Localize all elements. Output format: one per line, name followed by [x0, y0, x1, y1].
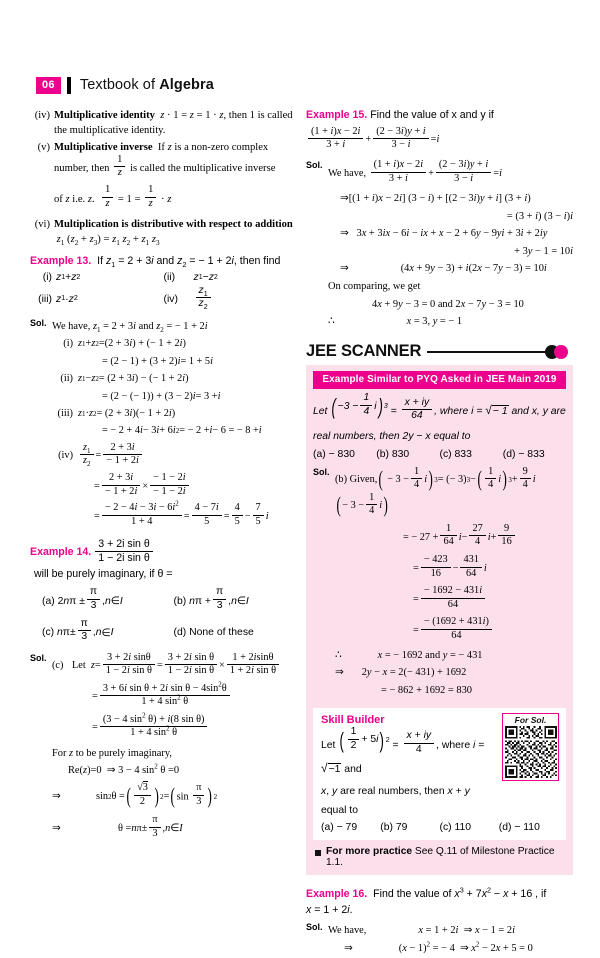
property-item-vi: [30, 217, 297, 247]
skill-builder-options: [321, 822, 558, 833]
page-title-subject: Algebra: [159, 77, 214, 93]
example-14-sol-line-5: Re(z)=0 ⇒ 3 − 4 $\sin^2 \theta =0$: [68, 762, 180, 777]
example-14-option-c: (c) n π± $\frac{\pi}{3}$ , n ∈ I: [42, 617, 114, 643]
example-13-options-row-2: [30, 286, 297, 312]
property-item-v: [30, 140, 297, 213]
skill-builder-question: Let ( $\frac{1}{2}$ + 5 i ) 2 = $\frac{x + iy}{4}$ , where i = √−1 and x, y are real numbers, then x + y equal to: [321, 726, 485, 816]
example-14-label: Example 14.: [30, 546, 92, 559]
jee-scanner-sol-line-3: = $\frac{- 423}{16}$ − $\frac{431}{64}$ i: [413, 554, 487, 579]
example-16-sol-intro: We have,: [328, 925, 367, 937]
example-15-heading: [306, 108, 573, 123]
example-15-sol-line-4: ⇒ 3x + 3ix − 6i − ix + x − 2 + 6y − 9yi + 3i + 2iy: [340, 228, 548, 240]
skill-builder-option-a: (a) − 79: [321, 822, 358, 834]
example-13-step-iii: (iii) z 1 · z 2 = (2 + 3 i )(− 1 + 2 i ): [57, 408, 176, 419]
property-numeral-vi: (vi): [34, 218, 50, 230]
jee-scanner-sol-line-7: ⇒ 2y − x = 2(− 431) + 1692: [335, 667, 467, 679]
property-numeral-iv: (iv): [34, 110, 50, 121]
example-13-options-row-1: [30, 272, 297, 283]
jee-scanner-rule: [427, 351, 546, 353]
jee-scanner-banner: Example Similar to PYQ Asked in JEE Main 2019: [313, 371, 566, 389]
example-13-step-i: (i) z 1 + z 2 =(2 + 3 i ) + (− 1 + 2 i ): [63, 338, 186, 350]
example-13-option-ii: (ii) z 1 − z 2: [163, 272, 218, 284]
example-14-options-row-1: [30, 588, 297, 614]
jee-scanner-option-c: (c) 833: [439, 448, 472, 460]
jee-scanner-section: [306, 342, 573, 876]
example-14-sol-line-6: ⇒ sin 2 θ = ( $\frac{√3}{2}$ ) 2 = ( sin $\frac{\pi}{3}$ ) 2: [52, 782, 218, 808]
example-14-fraction-numerator: 3 + 2i sin θ: [95, 538, 153, 552]
example-15-solution: [306, 159, 573, 331]
example-15-sol-line-8: 4x + 9y − 3 = 0 and 2x − 7y − 3 = 10: [372, 298, 524, 310]
example-13-option-iii: (iii) z 1 · z 2: [38, 293, 78, 305]
example-13-heading: [30, 254, 297, 269]
property-numeral-v: (v): [37, 142, 50, 154]
jee-scanner-sol-body: [335, 466, 566, 701]
example-13-label: Example 13.: [30, 254, 92, 267]
jee-scanner-question: Let ( −3 − $\frac{1}{4}$ i ) 3 = $\frac{x + iy}{64}$ , where i = √− 1 and x, y are real numbers, then 2y − x equal to: [313, 392, 566, 442]
example-13-step-iii-cont: = − 2 + 4 i − 3 i + 6 i 2 = − 2 + i − 6 = − 8 + i: [102, 425, 262, 437]
example-14-options-row-2: [30, 619, 297, 645]
example-13-option-iv: (iv) $\frac{z_1}{z_2}$: [164, 286, 298, 312]
page-title: [80, 77, 214, 93]
example-13-option-i: (i) z 1 + z 2: [42, 272, 81, 284]
jee-scanner-options: [313, 449, 566, 460]
example-13-step-ii-cont: = (2 − (− 1)) + (3 − 2) i = 3 + i: [102, 390, 221, 402]
example-13-sol-body: [52, 317, 297, 532]
skill-builder-option-d: (d) − 110: [498, 822, 540, 834]
example-16-sol-tag: Sol.: [306, 922, 323, 933]
example-14-statement-tail: will be purely imaginary, if θ =: [34, 568, 173, 581]
qr-code-box[interactable]: [502, 713, 559, 782]
bullet-square-icon: [315, 850, 321, 856]
example-14-sol-line-4: For z to be purely imaginary,: [52, 747, 172, 759]
page-number-badge: 06: [36, 77, 61, 94]
example-15-sol-line-2: ⇒[(1 + i)x − 2i] (3 − i) + [(2 − 3i)y + i] (3 + i): [340, 193, 531, 205]
jee-scanner-sol-line-2: = − 27 + $\frac{1}{64}$ i − $\frac{27}{4}$ i + $\frac{9}{16}$: [335, 524, 566, 550]
property-lead-iv: Multiplicative identity: [54, 110, 155, 121]
jee-scanner-header: [306, 342, 573, 362]
left-column: [30, 108, 297, 843]
example-14-fraction: [95, 538, 153, 565]
magenta-dot-icon: [554, 345, 568, 359]
jee-scanner-sol-line-4: = $\frac{- 1692 - 431i}{64}$: [335, 587, 566, 613]
jee-scanner-sol-line-5: = $\frac{- (1692 + 431i)}{64}$: [335, 618, 566, 644]
example-15-sol-body: [328, 159, 573, 331]
property-body-vi: Multiplication is distributive with respect to addition $z_1$ $(z_2 + z_3) = z_1$ $z_2 + z_1$ $z_3$: [54, 218, 293, 247]
example-13-solution: [30, 317, 297, 532]
example-15-sol-intro: We have,: [328, 168, 367, 180]
example-14-heading: [30, 539, 297, 583]
example-15-statement: Find the value of x and y if: [370, 109, 494, 121]
jee-scanner-solution: [313, 466, 566, 701]
example-15-sol-line-6: ⇒ (4x + 9y − 3) + i(2x − 7y − 3) = 10i: [340, 263, 547, 275]
example-13-sol-tag: Sol.: [30, 317, 47, 328]
example-13-step-i-cont: = (2 − 1) + (3 + 2) i = 1 + 5 i: [102, 355, 213, 367]
example-14-solution: [30, 652, 297, 844]
example-16-sol-line-2: ⇒ $(x - 1)^2$ = − 4 ⇒ $x^2 - 2x + 5 = 0$: [344, 940, 533, 954]
example-16-statement-line2: x = 1 + 2i.: [306, 903, 353, 916]
example-13-step-iv-cont-1: = $\frac{2 + 3i}{- 1 + 2i}$ × $\frac{- 1 - 2i}{- 1 - 2i}$: [52, 474, 297, 500]
more-practice-text: See Q.11 of Milestone Practice 1.1.: [326, 846, 555, 869]
jee-scanner-sol-line-1: (b) Given, ( − 3 − $\frac{1}{4}$ i ) 3 = (− 3) 3 − ( $\frac{1}{4}$ i ) 3 + $\frac{9}{4}$ i ( − 3 − $\frac{1}{4}$ i ): [335, 465, 536, 518]
qr-code-icon[interactable]: [505, 726, 557, 778]
example-16-heading: [306, 887, 573, 918]
example-14-sol-line-1: (c) Let z = $\frac{\text{3 + 2i sinθ}}{\text{1 − 2i sin θ}}$ = $\frac{\text{3 + 2i sin θ}}{\text{1 − 2i sin θ}}$ × $\frac{1 + 2isin\theta}{\text{1 + 2i sin θ}}$: [52, 653, 297, 679]
property-body-iv: Multiplicative identity z · 1 = z = 1 · z, then 1 is called the multiplicative identity.: [54, 110, 293, 137]
example-15-sol-line-7: On comparing, we get: [328, 281, 421, 293]
example-13-statement: If $z_1 = 2 + 3i$ and $z_2$ = − 1 + 2i, then find: [94, 254, 281, 269]
example-15-sol-line-1: We have, $\frac{(1 + i)x - 2i}{3 + i}$ + $\frac{(2 - 3i)y + i}{3 - i}$ = i: [328, 159, 502, 184]
jee-scanner-option-d: (d) − 833: [502, 448, 545, 460]
more-practice-note: [313, 846, 566, 868]
skill-builder-option-b: (b) 79: [380, 822, 408, 834]
example-14-sol-line-3: = $\frac{(3 - 4 \sin^2 \theta) + i(8 \sin \theta)}{1 + 4 \sin^2 \theta}$: [52, 715, 297, 741]
property-body-v: Multiplicative inverse If z is a non-zero complex number, then $\frac{1}{z}$ is called the multiplicative inverse of z i.e. z. $\frac{1}{z}$ = 1 = $\frac{1}{z}$ · z: [54, 142, 276, 210]
example-14-sol-line-2: = $\frac{3 + 6i \sin \theta + 2i \sin \theta - 4\sin^2\theta}{1 + 4 \sin^2 \theta}$: [52, 684, 297, 710]
example-14-option-a: (a) 2 n π ± $\frac{\pi}{3}$ , n ∈ I: [42, 586, 123, 612]
example-14-option-d: (d) None of these: [173, 627, 254, 639]
example-16-sol-line-1: We have, x = 1 + 2i ⇒ x − 1 = 2i: [328, 925, 515, 937]
page-header: [36, 76, 214, 94]
right-column: [306, 108, 573, 958]
example-16-statement: Find the value of $x^3 + 7x^2 - x + 16$ , if x = 1 + 2i.: [306, 888, 573, 918]
jee-scanner-sol-line-6: ∴ x = − 1692 and y = − 431: [335, 649, 483, 661]
example-15-sol-tag: Sol.: [306, 160, 323, 171]
property-lead-v: Multiplicative inverse: [54, 142, 153, 154]
example-14-sol-line-7: ⇒ θ = n π± $\frac{\pi}{3}$ , n ∈ I: [52, 814, 183, 839]
example-13-step-ii: (ii) z 1 − z 2 = (2 + 3 i ) − (− 1 + 2 i ): [60, 373, 189, 385]
example-13-step-iv: (iv) $\frac{z_1}{z_2}$ = $\frac{2 + 3i}{- 1 + 2i}$: [52, 443, 297, 469]
qr-code-label: For Sol.: [514, 714, 547, 725]
example-16-sol-body: [328, 921, 573, 958]
example-15-label: Example 15.: [306, 109, 368, 121]
example-13-step-iv-cont-2: = $\frac{- 2 - 4i - 3i - 6i^2}{1 + 4}$ = $\frac{4 - 7i}{5}$ = $\frac{4}{5}$ − $\frac{7}{5}$ i: [94, 499, 269, 527]
example-14-fraction-denominator: 1 − 2i sin θ: [98, 551, 150, 564]
jee-scanner-option-b: (b) 830: [376, 448, 410, 460]
example-15-sol-line-3: = (3 + i) (3 − i)i: [506, 210, 573, 222]
example-14-answer-key: (c): [52, 660, 64, 672]
jee-scanner-sol-lead: Given,: [349, 474, 378, 486]
jee-scanner-sol-line-8: = − 862 + 1692 = 830: [381, 685, 472, 697]
jee-scanner-title: JEE SCANNER: [306, 342, 422, 361]
example-13-sol-intro: We have, $z_1 = 2 + 3i$ and $z_2$ = − 1 + 2i: [52, 320, 208, 334]
example-14-sol-tag: Sol.: [30, 652, 47, 663]
skill-builder-box: [313, 708, 566, 841]
page-title-prefix: Textbook of: [79, 77, 160, 93]
example-15-sol-line-9: ∴ x = 3, y = − 1: [328, 316, 463, 328]
example-14-sol-body: [52, 652, 297, 844]
jee-scanner-sol-tag: Sol.: [313, 466, 330, 477]
more-practice-bold: For more practice: [326, 846, 413, 858]
jee-scanner-dot-decoration: [545, 345, 573, 359]
skill-builder-option-c: (c) 110: [439, 822, 472, 834]
header-divider-bar: [67, 77, 71, 94]
jee-scanner-option-a: (a) − 830: [313, 448, 355, 460]
jee-scanner-box: [306, 365, 573, 876]
example-14-option-b: (b) n π + $\frac{\pi}{3}$ , n ∈ I: [173, 586, 249, 612]
property-lead-vi: Multiplication is distributive with respect to addition: [54, 218, 293, 230]
skill-builder-title: Skill Builder: [321, 713, 385, 726]
example-15-sol-line-5: + 3y − 1 = 10i: [514, 245, 573, 257]
example-16-label: Example 16.: [306, 888, 368, 901]
example-15-equation: $\frac{(1 + i)x - 2i}{3 + i}$ + $\frac{(2 - 3i)y + i}{3 - i}$ = i: [306, 127, 573, 153]
example-16-solution: [306, 921, 573, 958]
jee-scanner-answer-key: (b): [335, 474, 348, 486]
property-item-iv: [30, 108, 297, 138]
